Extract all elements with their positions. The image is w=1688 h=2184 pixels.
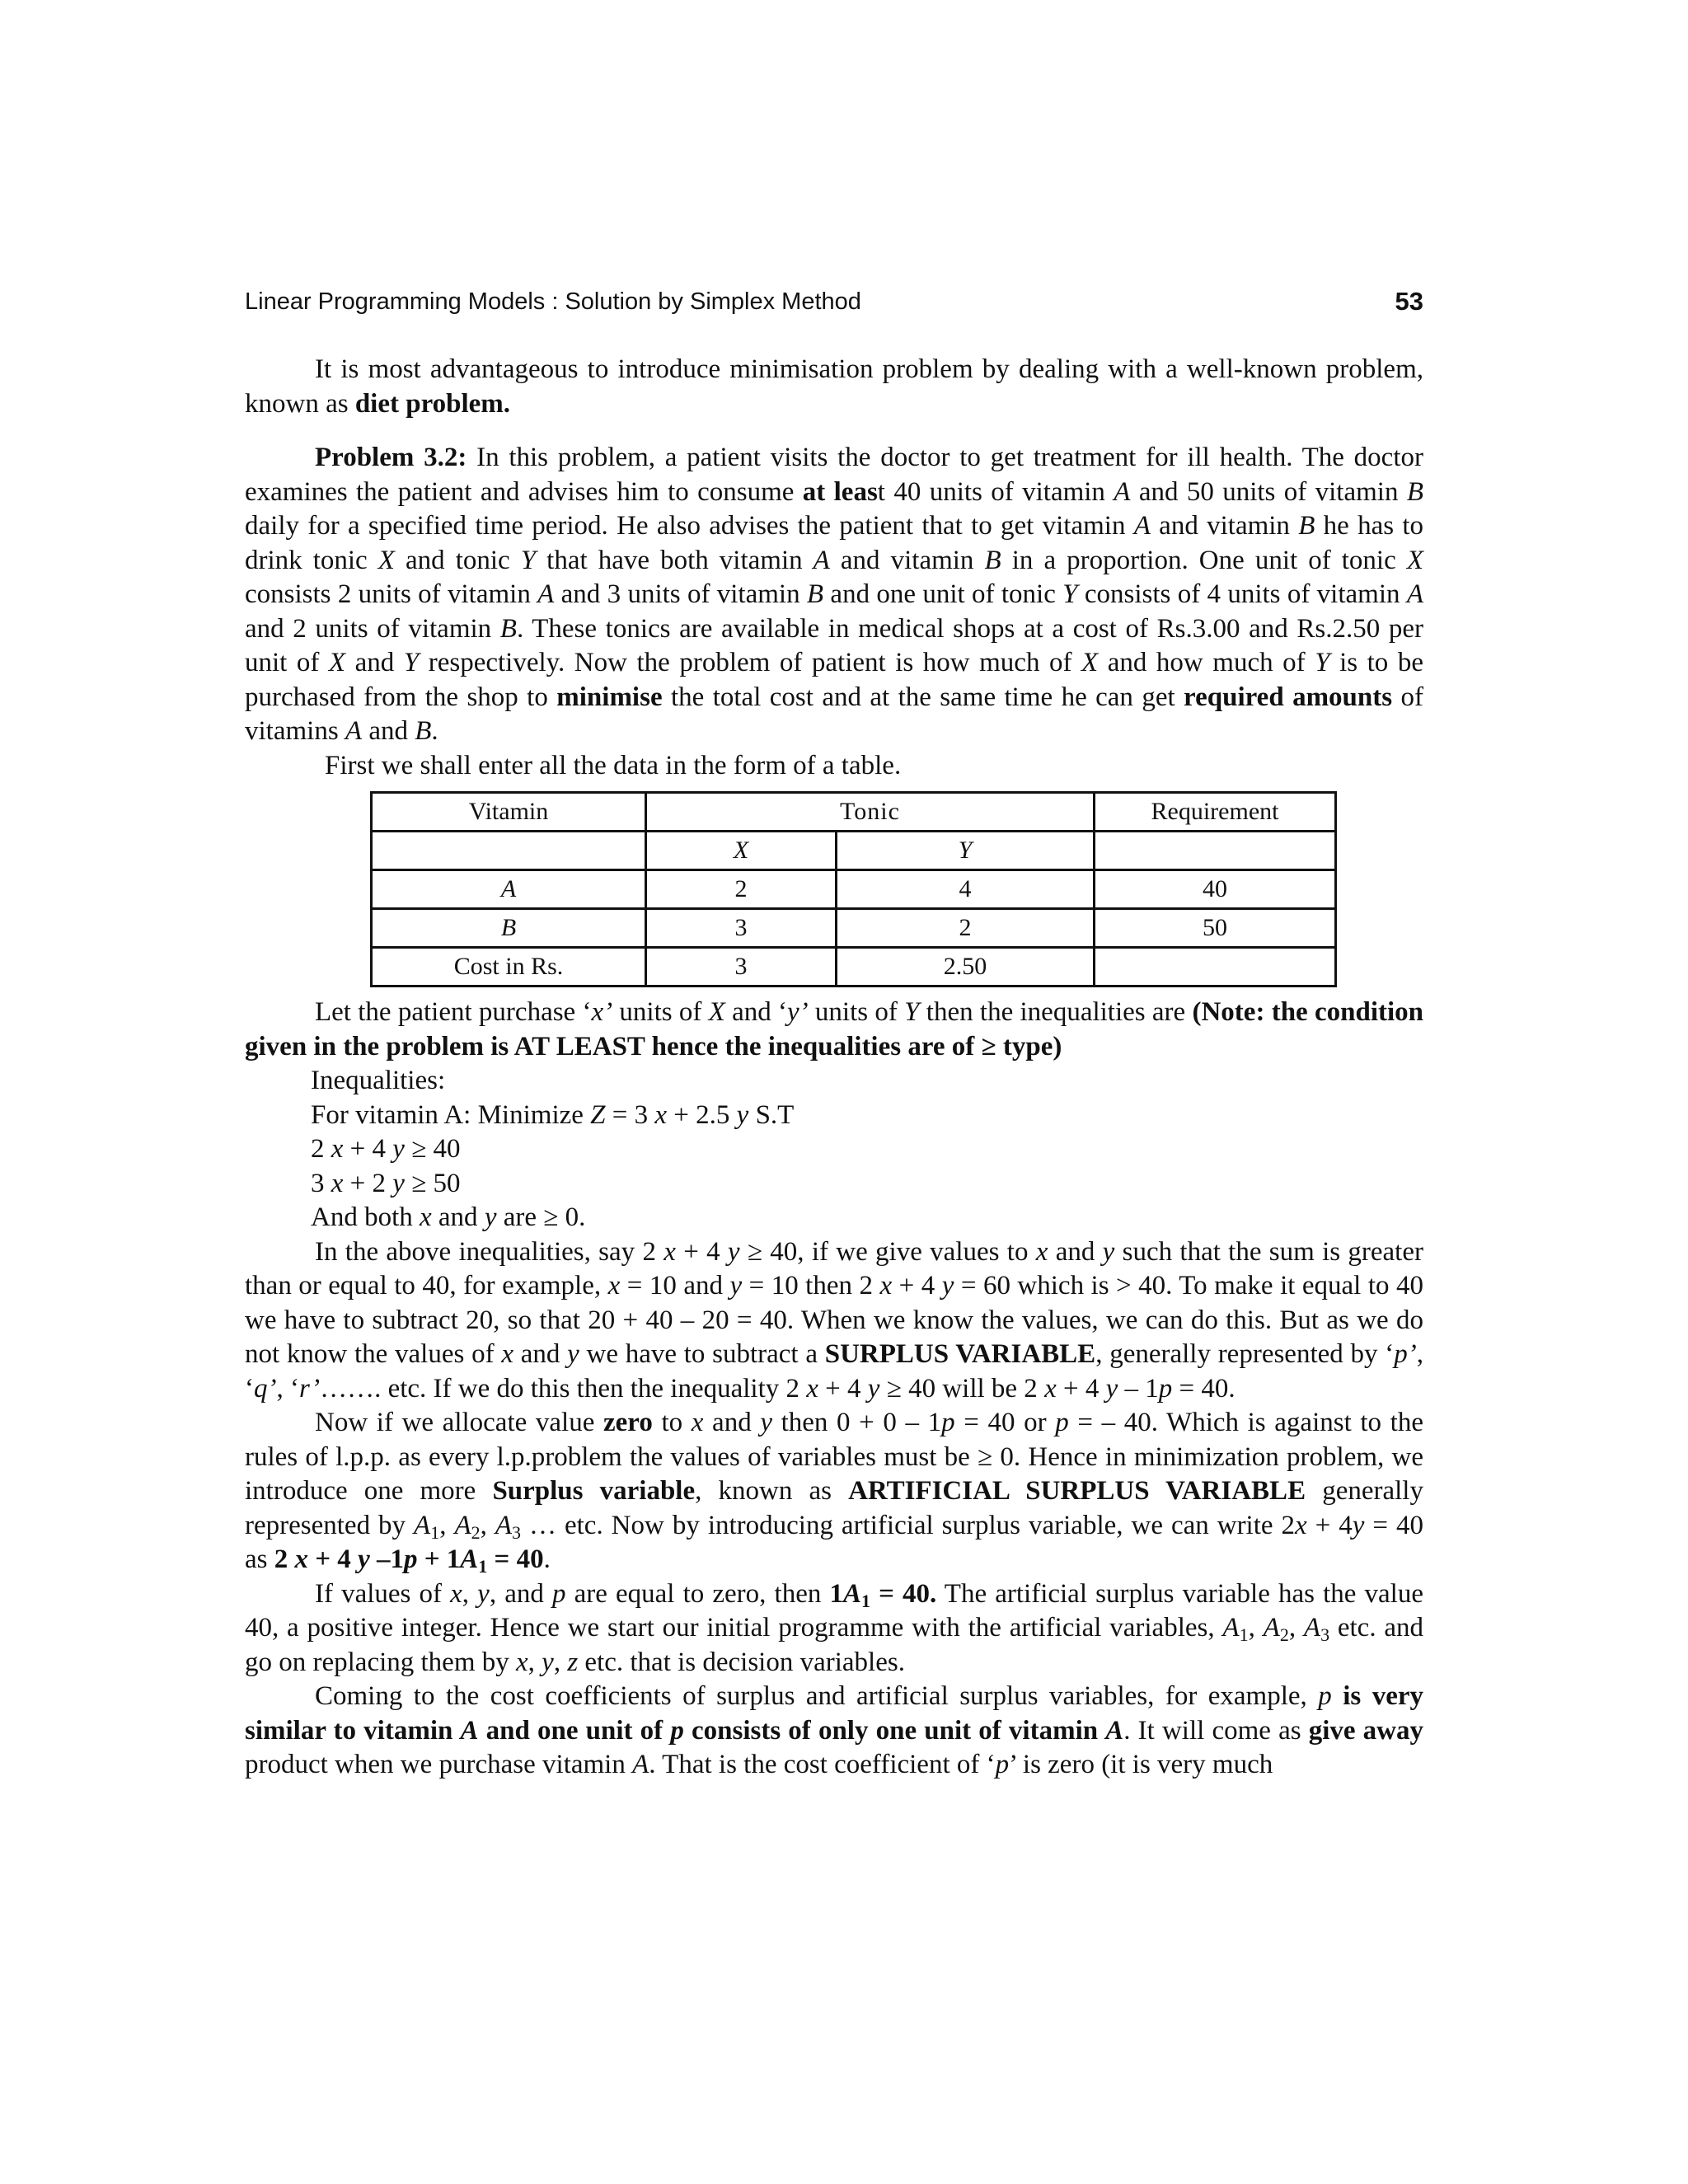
non-negativity-line: And both x and y are ≥ 0. <box>311 1202 586 1232</box>
row-label: Cost in Rs. <box>372 948 646 987</box>
running-head-title: Linear Programming Models : Solution by Simplex Method <box>245 288 861 315</box>
table-row <box>372 948 1336 987</box>
cell-x: 3 <box>646 948 837 987</box>
running-head <box>245 288 1423 330</box>
vitamin-table <box>370 791 1337 987</box>
row-label: A <box>372 870 646 909</box>
table-subheader-row <box>372 832 1336 870</box>
header-tonic: Tonic <box>646 793 1095 832</box>
table-row <box>372 870 1336 909</box>
body-text <box>245 353 1423 1783</box>
table-row <box>372 909 1336 948</box>
paragraph-surplus: In the above inequalities, say 2 x + 4 y ≥ 40, if we give values to x and y such that the sum is greater than or equal to 40, for example, x = 10 and y = 10 then 2 x + 4 y = 60 which is > 40. To make it equal to 40 we have to subtract 20, so that 20 + 40 – 20 = 40. When we know the values, we can do this. But as we do not know the values of x and y we have to subtract a SURPLUS VARIABLE, generally represented by ‘p’, ‘q’, ‘r’……. etc. If we do this then the inequality 2 x + 4 y ≥ 40 will be 2 x + 4 y – 1p = 40. <box>245 1236 1423 1404</box>
table-cell <box>372 832 646 870</box>
paragraph-artificial: Now if we allocate value zero to x and y then 0 + 0 – 1p = 40 or p = – 40. Which is against to the rules of l.p.p. as every l.p.problem the values of variables must be ≥ 0. Hence in minimization problem, we introduce one more Surplus variable, known as ARTIFICIAL SURPLUS VARIABLE generally represented by $A_1$, $A_2$, $A_3$ … etc. Now by introducing artificial surplus variable, we can write 2x + 4y = 40 as 2 x + 4 y $-1p + 1A_1 = 40$. <box>245 1408 1423 1577</box>
paragraph-cost: Coming to the cost coefficients of surplus and artificial surplus variables, for example, p is very similar to vitamin A and one unit of p consists of only one unit of vitamin A. It will come as give away product when we purchase vitamin A. That is the cost coefficient of ‘p’ is zero (it is very much <box>245 1681 1424 1779</box>
paragraph-intro: It is most advantageous to introduce minimisation problem by dealing with a well-known problem, known as diet problem. <box>245 354 1423 419</box>
cell-y: 4 <box>837 870 1095 909</box>
cell-x: 3 <box>646 909 837 948</box>
subheader-x: X <box>646 832 837 870</box>
vitamin-table-wrap <box>370 791 1423 987</box>
objective-line: For vitamin A: Minimize Z = 3 x + 2.5 y S.T <box>311 1099 795 1130</box>
header-requirement: Requirement <box>1095 793 1336 832</box>
cell-req <box>1095 948 1336 987</box>
header-vitamin: Vitamin <box>372 793 646 832</box>
inequalities-heading: Inequalities: <box>311 1066 446 1095</box>
table-header-row <box>372 793 1336 832</box>
constraint-line-1: 2 x + 4 y ≥ 40 <box>311 1134 461 1164</box>
page-number: 53 <box>1395 287 1423 316</box>
cell-y: 2.50 <box>837 948 1095 987</box>
cell-req: 40 <box>1095 870 1336 909</box>
paragraph-let: Let the patient purchase ‘x’ units of X and ‘y’ units of Y then the inequalities are (Note: the condition given in the problem is AT LEAST hence the inequalities are of ≥ type) <box>245 997 1424 1062</box>
subheader-y: Y <box>837 832 1095 870</box>
paragraph-values: If values of x, y, and p are equal to zero, then $1A_1 = 40$. The artificial surplus variable has the value 40, a positive integer. Hence we start our initial programme with the artificial variables, $A_1$, $A_2$, $A_3$ etc. and go on replacing them by x, y, z etc. that is decision variables. <box>245 1578 1424 1677</box>
table-cell <box>1095 832 1336 870</box>
table-intro: First we shall enter all the data in the form of a table. <box>325 750 902 780</box>
row-label: B <box>372 909 646 948</box>
cell-req: 50 <box>1095 909 1336 948</box>
cell-y: 2 <box>837 909 1095 948</box>
cell-x: 2 <box>646 870 837 909</box>
problem-label: Problem 3.2: <box>315 443 467 472</box>
paragraph-problem: Problem 3.2: In this problem, a patient visits the doctor to get treatment for ill health. The doctor examines the patient and advises him to consume at least 40 units of vitamin A and 50 units of vitamin B daily for a specified time period. He also advises the patient that to get vitamin A and vitamin B he has to drink tonic X and tonic Y that have both vitamin A and vitamin B in a proportion. One unit of tonic X consists 2 units of vitamin A and 3 units of vitamin B and one unit of tonic Y consists of 4 units of vitamin A and 2 units of vitamin B. These tonics are available in medical shops at a cost of Rs.3.00 and Rs.2.50 per unit of X and Y respectively. Now the problem of patient is how much of X and how much of Y is to be purchased from the shop to minimise the total cost and at the same time he can get required amounts of vitamins A and B. <box>245 443 1424 746</box>
constraint-line-2: 3 x + 2 y ≥ 50 <box>311 1168 461 1198</box>
